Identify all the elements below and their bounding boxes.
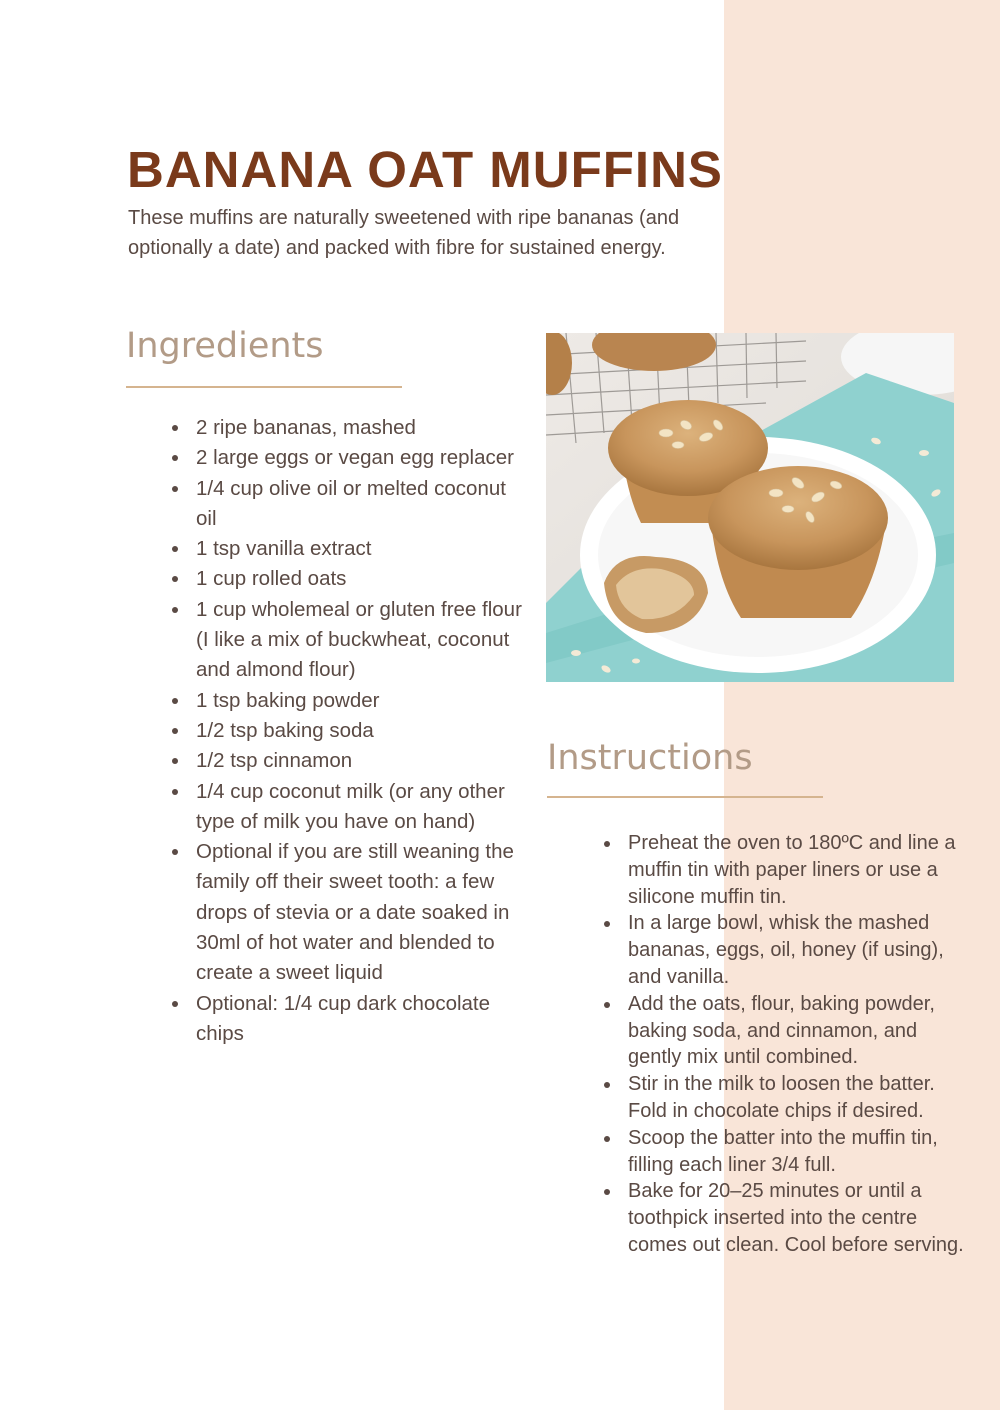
ingredient-item: 1 tsp vanilla extract: [172, 534, 532, 564]
ingredients-list: [172, 413, 532, 1049]
ingredients-divider: [126, 386, 402, 388]
ingredient-item: 1/2 tsp baking soda: [172, 716, 532, 746]
ingredients-heading: Ingredients: [126, 326, 324, 366]
instruction-step: Preheat the oven to 180ºC and line a muffin tin with paper liners or use a silicone muffin tin.: [604, 830, 964, 910]
muffins-photo: [546, 333, 954, 682]
instruction-step: Stir in the milk to loosen the batter. Fold in chocolate chips if desired.: [604, 1071, 964, 1125]
ingredient-item: Optional: 1/4 cup dark chocolate chips: [172, 989, 532, 1050]
instruction-step: Bake for 20–25 minutes or until a toothpick inserted into the centre comes out clean. Cool before serving.: [604, 1178, 964, 1258]
ingredient-item: 1 cup rolled oats: [172, 564, 532, 594]
ingredient-item: 1/2 tsp cinnamon: [172, 746, 532, 776]
recipe-intro: These muffins are naturally sweetened with ripe bananas (and optionally a date) and packed with fibre for sustained energy.: [128, 207, 680, 259]
instruction-step: Add the oats, flour, baking powder, baking soda, and cinnamon, and gently mix until combined.: [604, 991, 964, 1071]
ingredient-item: 2 ripe bananas, mashed: [172, 413, 532, 443]
ingredient-item: 1/4 cup coconut milk (or any other type of milk you have on hand): [172, 777, 532, 838]
ingredient-item: 1/4 cup olive oil or melted coconut oil: [172, 474, 532, 535]
ingredient-item: 2 large eggs or vegan egg replacer: [172, 443, 532, 473]
recipe-title: BANANA OAT MUFFINS: [127, 141, 723, 198]
instruction-step: In a large bowl, whisk the mashed bananas, eggs, oil, honey (if using), and vanilla.: [604, 910, 964, 990]
instructions-list: [604, 830, 964, 1259]
ingredient-item: Optional if you are still weaning the family off their sweet tooth: a few drops of stevia or a date soaked in 30ml of hot water and blended to create a sweet liquid: [172, 837, 532, 988]
ingredient-item: 1 cup wholemeal or gluten free flour (I like a mix of buckwheat, coconut and almond flour): [172, 595, 532, 686]
instructions-divider: [547, 796, 823, 798]
instruction-step: Scoop the batter into the muffin tin, filling each liner 3/4 full.: [604, 1125, 964, 1179]
ingredient-item: 1 tsp baking powder: [172, 686, 532, 716]
instructions-heading: Instructions: [547, 738, 753, 778]
